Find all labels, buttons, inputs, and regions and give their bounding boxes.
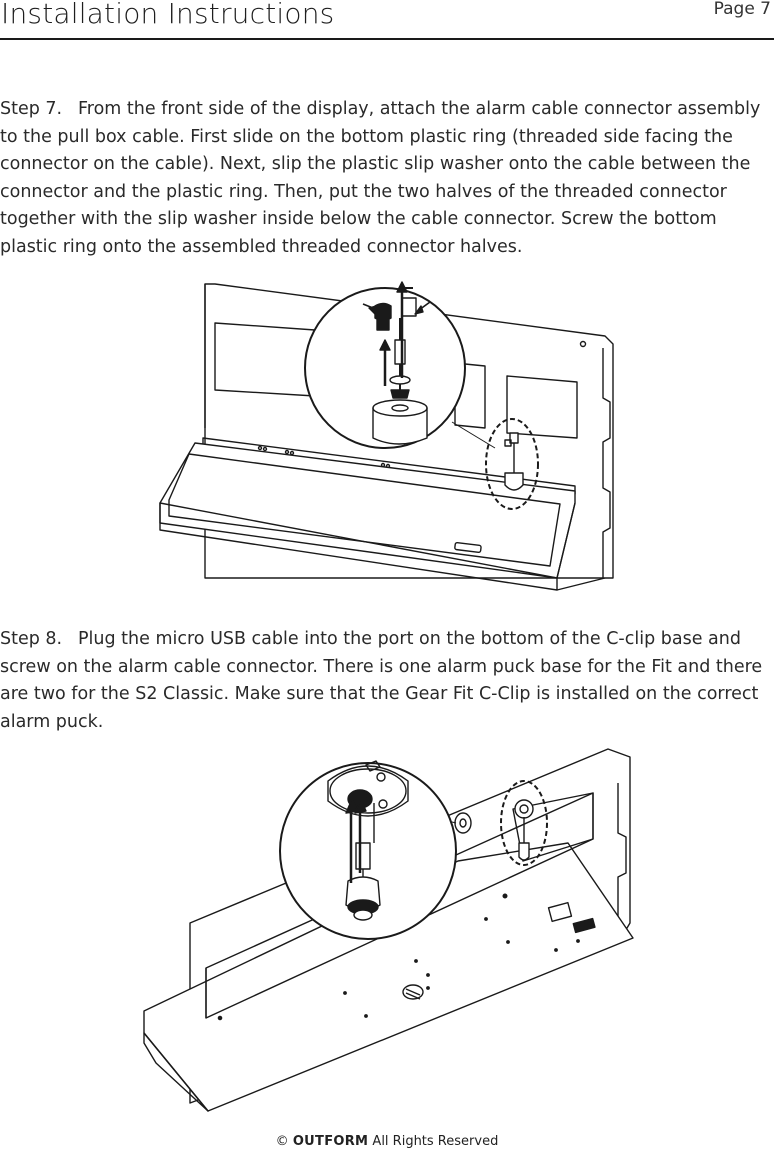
footer-copyright	[0, 1134, 774, 1149]
step-8-number: Step 8.	[0, 629, 63, 649]
step-7-illustration	[155, 278, 625, 594]
brand-logo: OUTFORM	[292, 1134, 369, 1149]
rights-text: All Rights Reserved	[372, 1134, 499, 1149]
step-8	[0, 626, 772, 736]
header-rule	[0, 38, 774, 40]
copyright-symbol: ©	[275, 1134, 289, 1149]
page-title: Installation Instructions	[1, 0, 335, 30]
step-7	[0, 96, 772, 261]
step-7-number: Step 7.	[0, 99, 63, 119]
step-8-text: Plug the micro USB cable into the port on the bottom of the C-clip base and screw on the alarm cable connector. There is one alarm puck base for the Fit and there are two for the S2 Classic. Make sure that the Gear Fit C-Clip is installed on the correct alarm puck.	[0, 629, 763, 732]
page-number: Page 7	[713, 0, 771, 19]
step-7-text: From the front side of the display, attach the alarm cable connector assembly to the pull box cable. First slide on the bottom plastic ring (threaded side facing the connector on the cable). Next, slip the plastic slip washer onto the cable between the connector and the plastic ring. Then, put the two halves of the threaded connector together with the slip washer inside below the cable connector. Screw the bottom plastic ring onto the assembled threaded connector halves.	[0, 99, 761, 257]
step-8-illustration	[138, 743, 638, 1113]
